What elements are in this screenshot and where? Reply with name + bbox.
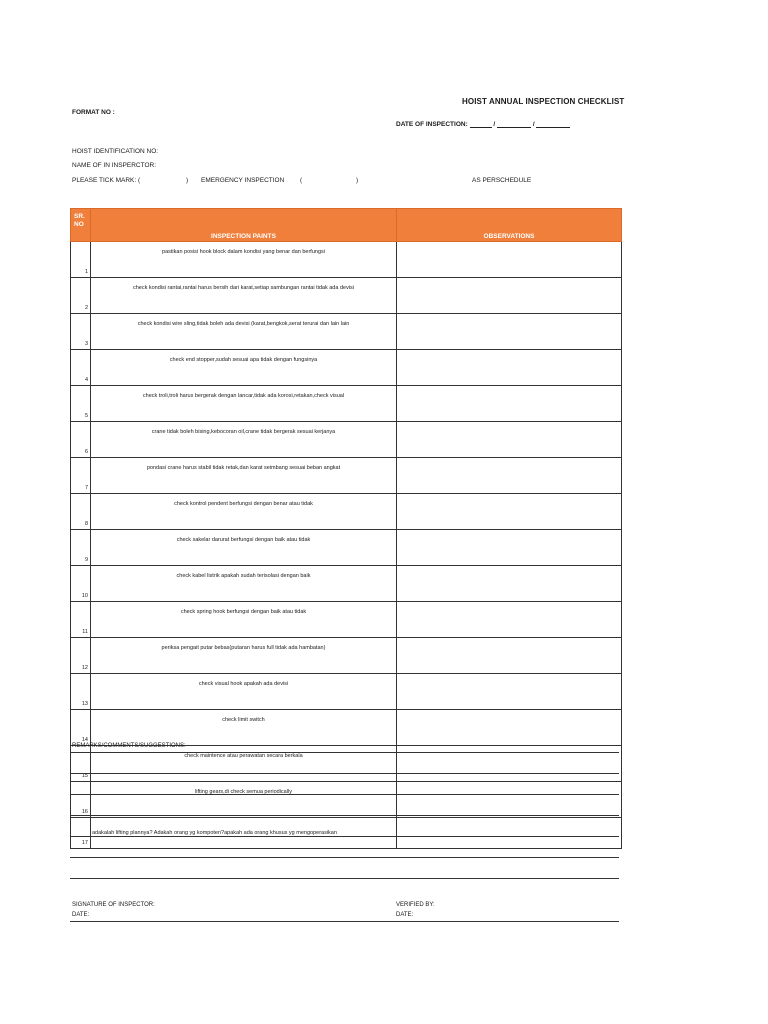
table-row <box>71 818 622 849</box>
inspection-point: check kontrol pendent berfungsi dengan benar atau tidak <box>91 494 397 530</box>
signature-line[interactable] <box>70 921 619 922</box>
row-number: 14 <box>71 710 91 746</box>
table-row <box>71 710 622 746</box>
observation-cell[interactable] <box>397 602 622 638</box>
observation-cell[interactable] <box>397 674 622 710</box>
observation-cell[interactable] <box>397 422 622 458</box>
table-row <box>71 350 622 386</box>
column-header-inspection-points: INSPECTION PAINTS <box>91 209 397 242</box>
table-row <box>71 242 622 278</box>
observation-cell[interactable] <box>397 314 622 350</box>
row-number: 16 <box>71 782 91 818</box>
table-row <box>71 386 622 422</box>
row-number: 5 <box>71 386 91 422</box>
remarks-line[interactable] <box>70 836 619 837</box>
observation-cell[interactable] <box>397 818 622 849</box>
observation-cell[interactable] <box>397 638 622 674</box>
emergency-close[interactable]: ) <box>356 177 359 184</box>
observation-cell[interactable] <box>397 458 622 494</box>
table-row <box>71 782 622 818</box>
table-row <box>71 530 622 566</box>
inspection-point: check spring hook berfungsi dengan baik atau tidak <box>91 602 397 638</box>
inspection-point: check kondisi rantai,rantai harus bersih dari karat,setiap sambungan rantai tidak ada devisi <box>91 278 397 314</box>
emergency-open[interactable]: ( <box>300 177 303 184</box>
date-day-field[interactable] <box>470 120 492 128</box>
signature-label: SIGNATURE OF INSPECTOR: <box>72 902 155 908</box>
observation-cell[interactable] <box>397 242 622 278</box>
table-row <box>71 566 622 602</box>
format-no-label: FORMAT NO : <box>72 109 115 116</box>
inspection-point: periksa pengait putar bebas(putaran harus full tidak ada hambatan) <box>91 638 397 674</box>
observation-cell[interactable] <box>397 350 622 386</box>
row-number: 9 <box>71 530 91 566</box>
date-of-inspection-label: DATE OF INSPECTION: <box>396 121 468 128</box>
table-header-row <box>71 209 622 242</box>
emergency-inspection-label: EMERGENCY INSPECTION <box>201 177 285 184</box>
remarks-line[interactable] <box>70 878 619 879</box>
inspection-point: pondasi crane harus stabil tidak retak,dan karat seimbang sesuai beban angkat <box>91 458 397 494</box>
date-of-inspection <box>396 120 570 128</box>
table-row <box>71 422 622 458</box>
inspection-point: check troli,troli harus bergerak dengan lancar,tidak ada korosi,retakan,check visual <box>91 386 397 422</box>
date-separator: / <box>493 121 496 128</box>
inspection-point: adakalah lifting plannya? Adakah orang yg kompoten?apakah ada orang khusus yg mengoperasikan <box>91 818 397 849</box>
inspection-point: check maintence atau perawatan secara berkala <box>91 746 397 782</box>
date-left-label: DATE: <box>72 912 90 918</box>
observation-cell[interactable] <box>397 530 622 566</box>
verified-by-label: VERIFIED BY: <box>396 902 435 908</box>
row-number: 2 <box>71 278 91 314</box>
observation-cell[interactable] <box>397 566 622 602</box>
tick-mark-close[interactable]: ) <box>186 177 189 184</box>
table-row <box>71 638 622 674</box>
date-year-field[interactable] <box>536 120 570 128</box>
remarks-line[interactable] <box>70 794 619 795</box>
column-header-observations: OBSERVATIONS <box>397 209 622 242</box>
observation-cell[interactable] <box>397 278 622 314</box>
table-row <box>71 314 622 350</box>
observation-cell[interactable] <box>397 782 622 818</box>
inspection-point: check sakelar darurat berfungsi dengan baik atau tidak <box>91 530 397 566</box>
row-number: 10 <box>71 566 91 602</box>
table-body <box>71 242 622 849</box>
inspection-point: crane tidak boleh bising,kebocoran oil,crane tidak bergerak sesuai kerjanya <box>91 422 397 458</box>
row-number: 17 <box>71 818 91 849</box>
table-row <box>71 602 622 638</box>
table-row <box>71 746 622 782</box>
row-number: 15 <box>71 746 91 782</box>
remarks-line[interactable] <box>70 815 619 816</box>
remarks-label: REMARKS/COMMENTS/SUGGESTIONS: <box>72 743 186 749</box>
inspector-name-label: NAME OF IN INSPERCTOR: <box>72 162 157 169</box>
inspection-point: check kondisi wire sling,tidak boleh ada devisi (karat,bengkok,serat terurai dan lain lain <box>91 314 397 350</box>
row-number: 8 <box>71 494 91 530</box>
date-month-field[interactable] <box>497 120 531 128</box>
inspection-point: lifting gears,di check semua periodically <box>91 782 397 818</box>
hoist-id-label: HOIST IDENTIFICATION NO: <box>72 148 159 155</box>
inspection-point: pastikan posisi hook block dalam kondisi yang benar dan berfungsi <box>91 242 397 278</box>
inspection-point: check kabel listrik apakah sudah terisolasi dengan baik <box>91 566 397 602</box>
tick-mark-label: PLEASE TICK MARK: ( <box>72 177 141 184</box>
table-row <box>71 494 622 530</box>
column-header-srno: SR. NO <box>71 209 91 242</box>
row-number: 11 <box>71 602 91 638</box>
row-number: 7 <box>71 458 91 494</box>
observation-cell[interactable] <box>397 710 622 746</box>
inspection-point: check end stopper,sudah sesuai apa tidak dengan fungsinya <box>91 350 397 386</box>
table-row <box>71 674 622 710</box>
row-number: 6 <box>71 422 91 458</box>
observation-cell[interactable] <box>397 494 622 530</box>
remarks-line[interactable] <box>70 752 619 753</box>
inspection-point: check limit switch <box>91 710 397 746</box>
row-number: 13 <box>71 674 91 710</box>
remarks-line[interactable] <box>70 857 619 858</box>
inspection-point: check visual hook apakah ada devisi <box>91 674 397 710</box>
document-title: HOIST ANNUAL INSPECTION CHECKLIST <box>462 97 625 106</box>
row-number: 3 <box>71 314 91 350</box>
row-number: 4 <box>71 350 91 386</box>
date-right-label: DATE: <box>396 912 414 918</box>
date-separator: / <box>532 121 535 128</box>
row-number: 1 <box>71 242 91 278</box>
table-row <box>71 278 622 314</box>
observation-cell[interactable] <box>397 746 622 782</box>
table-row <box>71 458 622 494</box>
remarks-line[interactable] <box>70 773 619 774</box>
as-schedule-label: AS PERSCHEDULE <box>472 177 532 184</box>
row-number: 12 <box>71 638 91 674</box>
observation-cell[interactable] <box>397 386 622 422</box>
